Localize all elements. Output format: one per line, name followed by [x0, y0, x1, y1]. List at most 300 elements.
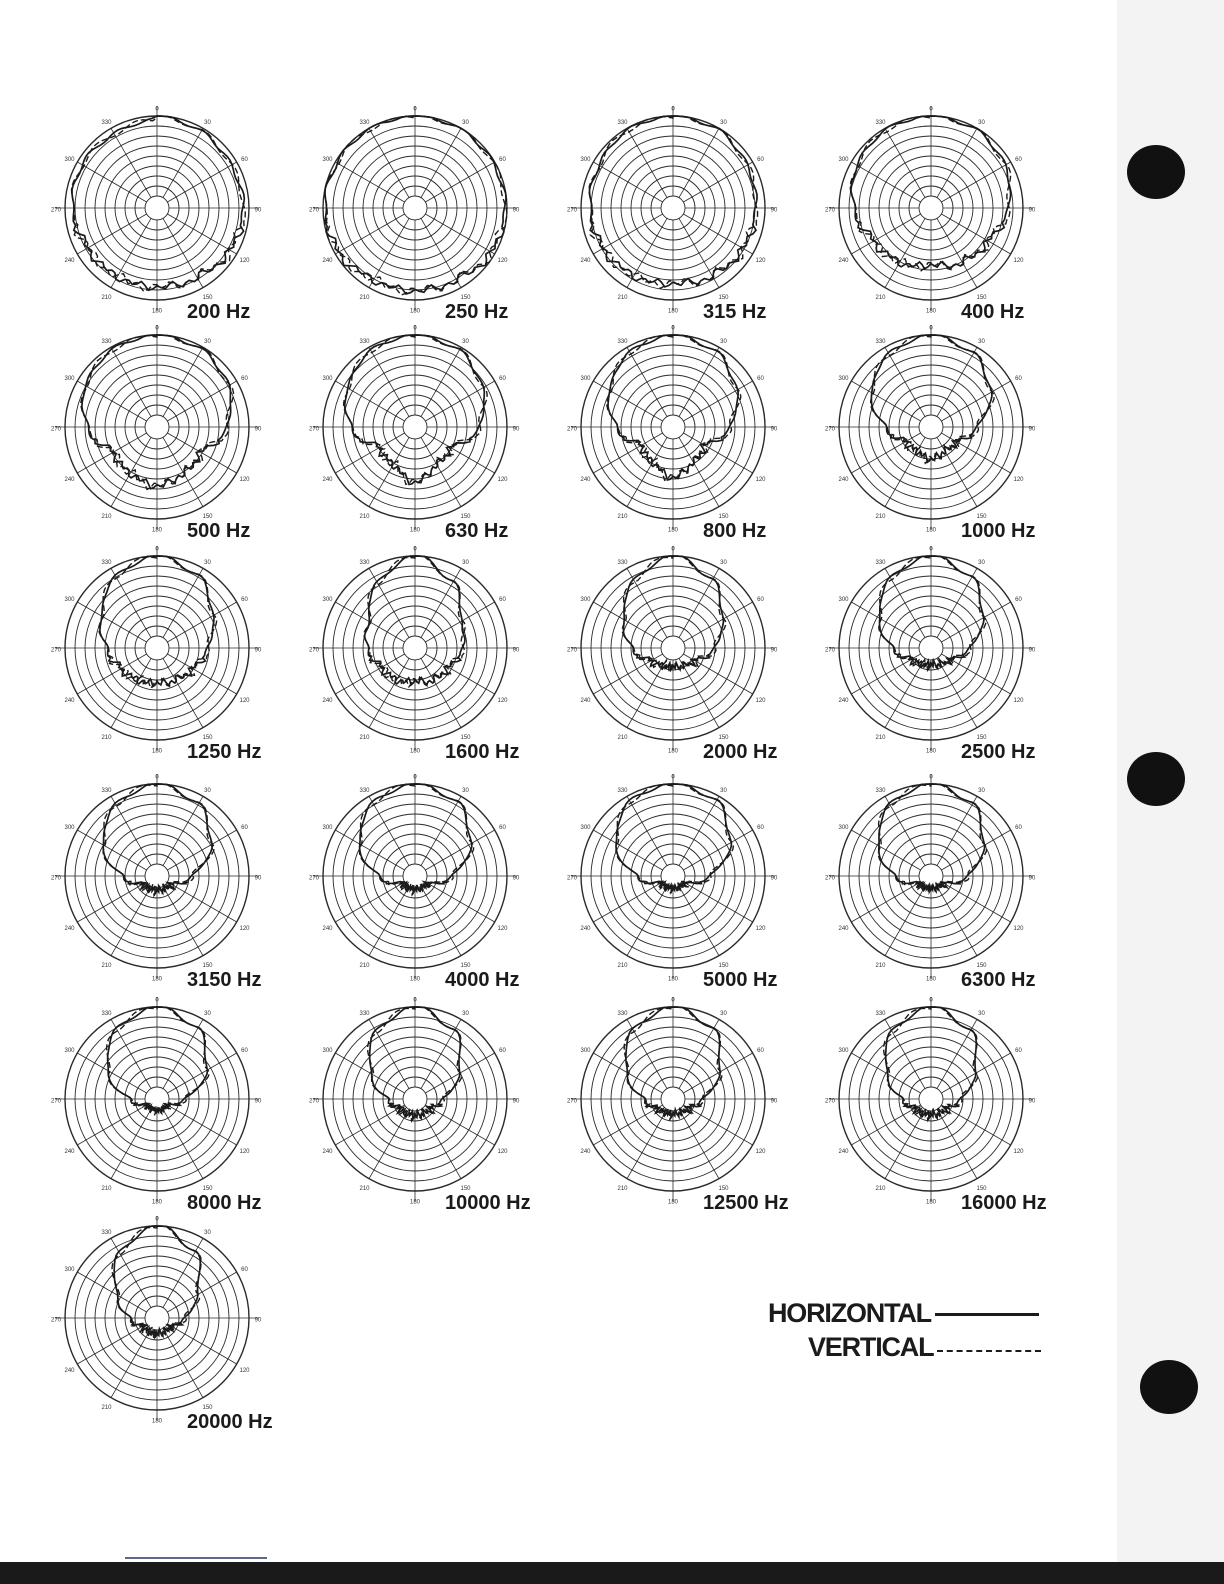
angle-tick-label: 300 — [580, 825, 591, 832]
angle-tick-label: 240 — [580, 698, 591, 705]
angle-tick-label: 90 — [770, 426, 778, 433]
frequency-label: 250 Hz — [445, 301, 509, 323]
angle-tick-label: 60 — [241, 157, 248, 164]
angle-tick-label: 270 — [50, 207, 62, 214]
polar-spoke — [851, 214, 920, 254]
angle-tick-label: 210 — [617, 514, 628, 521]
polar-spoke — [627, 218, 667, 287]
angle-tick-label: 60 — [757, 376, 764, 383]
polar-spoke — [369, 128, 409, 197]
angle-tick-label: 30 — [204, 1011, 211, 1018]
angle-tick-label: 150 — [460, 1186, 471, 1193]
frequency-label: 1250 Hz — [187, 741, 262, 763]
angle-tick-label: 180 — [667, 748, 679, 755]
angle-tick-label: 240 — [838, 258, 849, 265]
angle-tick-label: 270 — [50, 426, 62, 433]
angle-tick-label: 300 — [580, 157, 591, 164]
angle-tick-label: 150 — [202, 514, 213, 521]
angle-tick-label: 210 — [875, 963, 886, 970]
polar-spoke — [679, 886, 719, 955]
angle-tick-label: 330 — [101, 560, 112, 567]
angle-tick-label: 330 — [359, 120, 370, 127]
polar-plot — [567, 325, 778, 542]
polar-spoke — [885, 568, 925, 637]
angle-tick-label: 90 — [254, 1317, 262, 1324]
polar-spoke — [167, 433, 236, 473]
angle-tick-label: 90 — [1028, 426, 1036, 433]
angle-tick-label: 30 — [720, 1011, 727, 1018]
angle-tick-label: 0 — [671, 546, 675, 553]
angle-tick-label: 210 — [617, 963, 628, 970]
angle-tick-label: 240 — [580, 1149, 591, 1156]
frequency-label: 315 Hz — [703, 301, 767, 323]
angle-tick-label: 0 — [155, 106, 159, 113]
angle-tick-label: 30 — [204, 560, 211, 567]
polar-plot — [825, 106, 1036, 323]
angle-tick-label: 180 — [151, 308, 163, 315]
angle-tick-label: 150 — [976, 1186, 987, 1193]
angle-tick-label: 210 — [101, 514, 112, 521]
angle-tick-label: 300 — [64, 157, 75, 164]
polar-spoke — [369, 568, 409, 637]
polar-spoke — [683, 882, 752, 922]
angle-tick-label: 210 — [101, 1186, 112, 1193]
angle-tick-label: 270 — [308, 647, 320, 654]
polar-spoke — [421, 128, 461, 197]
angle-tick-label: 60 — [1015, 157, 1022, 164]
angle-tick-label: 300 — [838, 376, 849, 383]
angle-tick-label: 120 — [239, 258, 250, 265]
polar-spoke — [77, 1272, 146, 1312]
polar-spoke — [885, 658, 925, 727]
polar-spoke — [77, 654, 146, 694]
angle-tick-label: 270 — [566, 647, 578, 654]
angle-tick-label: 330 — [101, 788, 112, 795]
angle-tick-label: 240 — [580, 258, 591, 265]
polar-spoke — [335, 1105, 404, 1145]
angle-tick-label: 120 — [497, 1149, 508, 1156]
angle-tick-label: 270 — [566, 426, 578, 433]
angle-tick-label: 60 — [241, 597, 248, 604]
angle-tick-label: 30 — [720, 120, 727, 127]
angle-tick-label: 210 — [101, 295, 112, 302]
polar-spoke — [593, 602, 662, 642]
angle-tick-label: 120 — [239, 1149, 250, 1156]
angle-tick-label: 90 — [254, 1098, 262, 1105]
polar-spoke — [937, 658, 977, 727]
angle-tick-label: 120 — [239, 926, 250, 933]
angle-tick-label: 30 — [978, 120, 985, 127]
angle-tick-label: 150 — [718, 295, 729, 302]
polar-spoke — [421, 568, 461, 637]
angle-tick-label: 270 — [824, 1098, 836, 1105]
polar-spoke — [167, 1324, 236, 1364]
angle-tick-label: 120 — [755, 1149, 766, 1156]
angle-tick-label: 330 — [101, 1011, 112, 1018]
polar-spoke — [111, 128, 151, 197]
polar-spoke — [77, 830, 146, 870]
angle-tick-label: 0 — [413, 325, 417, 332]
angle-tick-label: 240 — [322, 926, 333, 933]
angle-tick-label: 330 — [359, 560, 370, 567]
polar-center — [403, 196, 427, 220]
polar-spoke — [111, 1019, 151, 1088]
angle-tick-label: 330 — [875, 120, 886, 127]
polar-spoke — [593, 162, 662, 202]
angle-tick-label: 210 — [617, 1186, 628, 1193]
polar-spoke — [421, 218, 461, 287]
angle-tick-label: 60 — [499, 1048, 506, 1055]
polar-spoke — [627, 128, 667, 197]
angle-tick-label: 150 — [202, 735, 213, 742]
angle-tick-label: 300 — [322, 157, 333, 164]
polar-spoke — [163, 886, 203, 955]
angle-tick-label: 210 — [617, 295, 628, 302]
polar-center — [145, 415, 169, 439]
polar-spoke — [851, 433, 920, 473]
angle-tick-label: 210 — [101, 1405, 112, 1412]
polar-spoke — [885, 128, 925, 197]
angle-tick-label: 150 — [976, 735, 987, 742]
angle-tick-label: 270 — [566, 207, 578, 214]
polar-spoke — [111, 886, 151, 955]
angle-tick-label: 120 — [497, 698, 508, 705]
legend-solid-line-icon — [935, 1313, 1039, 1316]
angle-tick-label: 30 — [204, 788, 211, 795]
angle-tick-label: 210 — [875, 295, 886, 302]
angle-tick-label: 90 — [254, 426, 262, 433]
angle-tick-label: 330 — [617, 339, 628, 346]
angle-tick-label: 0 — [929, 325, 933, 332]
polar-center — [145, 636, 169, 660]
polar-spoke — [851, 882, 920, 922]
polar-spoke — [425, 830, 494, 870]
angle-tick-label: 0 — [671, 325, 675, 332]
frequency-label: 630 Hz — [445, 520, 509, 542]
polar-spoke — [679, 128, 719, 197]
polar-spoke — [937, 128, 977, 197]
polar-spoke — [627, 1109, 667, 1178]
polar-spoke — [683, 1105, 752, 1145]
polar-plot — [51, 106, 262, 323]
angle-tick-label: 150 — [460, 963, 471, 970]
polar-spoke — [627, 347, 667, 416]
angle-tick-label: 0 — [155, 325, 159, 332]
polar-spoke — [851, 830, 920, 870]
angle-tick-label: 240 — [64, 1368, 75, 1375]
angle-tick-label: 60 — [241, 825, 248, 832]
polar-plot — [567, 546, 778, 763]
angle-tick-label: 270 — [50, 1317, 62, 1324]
angle-tick-label: 150 — [202, 1186, 213, 1193]
angle-tick-label: 240 — [838, 926, 849, 933]
angle-tick-label: 120 — [497, 477, 508, 484]
polar-center — [403, 1087, 427, 1111]
frequency-label: 400 Hz — [961, 301, 1025, 323]
angle-tick-label: 300 — [64, 376, 75, 383]
polar-spoke — [421, 886, 461, 955]
angle-tick-label: 240 — [580, 477, 591, 484]
angle-tick-label: 0 — [929, 106, 933, 113]
polar-spoke — [163, 1019, 203, 1088]
polar-spoke — [369, 658, 409, 727]
polar-plot — [825, 997, 1047, 1214]
angle-tick-label: 0 — [929, 546, 933, 553]
angle-tick-label: 90 — [1028, 647, 1036, 654]
angle-tick-label: 240 — [64, 926, 75, 933]
angle-tick-label: 30 — [462, 1011, 469, 1018]
polar-spoke — [937, 796, 977, 865]
polar-spoke — [163, 1109, 203, 1178]
polar-spoke — [627, 796, 667, 865]
angle-tick-label: 0 — [155, 774, 159, 781]
angle-tick-label: 180 — [925, 527, 937, 534]
angle-tick-label: 330 — [359, 339, 370, 346]
angle-tick-label: 120 — [239, 698, 250, 705]
angle-tick-label: 90 — [512, 875, 520, 882]
polar-plot — [309, 325, 520, 542]
polar-spoke — [111, 437, 151, 506]
polar-spoke — [683, 162, 752, 202]
angle-tick-label: 330 — [875, 339, 886, 346]
angle-tick-label: 270 — [50, 875, 62, 882]
polar-spoke — [421, 1109, 461, 1178]
angle-tick-label: 60 — [1015, 597, 1022, 604]
polar-spoke — [421, 347, 461, 416]
angle-tick-label: 210 — [101, 963, 112, 970]
angle-tick-label: 210 — [359, 1186, 370, 1193]
angle-tick-label: 60 — [499, 376, 506, 383]
horizontal-response-line — [871, 335, 992, 462]
angle-tick-label: 120 — [1013, 477, 1024, 484]
angle-tick-label: 30 — [978, 788, 985, 795]
polar-plot — [309, 997, 531, 1214]
polar-spoke — [941, 882, 1010, 922]
angle-tick-label: 150 — [718, 735, 729, 742]
angle-tick-label: 330 — [617, 1011, 628, 1018]
angle-tick-label: 90 — [512, 207, 520, 214]
angle-tick-label: 270 — [50, 1098, 62, 1105]
angle-tick-label: 180 — [409, 976, 421, 983]
angle-tick-label: 0 — [413, 106, 417, 113]
angle-tick-label: 30 — [978, 1011, 985, 1018]
angle-tick-label: 240 — [838, 698, 849, 705]
frequency-label: 2500 Hz — [961, 741, 1036, 763]
legend-horizontal-label: HORIZONTAL — [768, 1298, 931, 1328]
angle-tick-label: 150 — [976, 295, 987, 302]
angle-tick-label: 90 — [512, 1098, 520, 1105]
polar-center — [661, 196, 685, 220]
polar-plot — [567, 997, 789, 1214]
angle-tick-label: 150 — [718, 514, 729, 521]
angle-tick-label: 60 — [499, 825, 506, 832]
polar-center — [661, 415, 685, 439]
angle-tick-label: 210 — [359, 295, 370, 302]
polar-spoke — [941, 214, 1010, 254]
angle-tick-label: 90 — [770, 207, 778, 214]
angle-tick-label: 0 — [413, 546, 417, 553]
polar-plot — [309, 546, 520, 763]
angle-tick-label: 300 — [322, 1048, 333, 1055]
polar-spoke — [77, 1053, 146, 1093]
polar-spoke — [683, 433, 752, 473]
polar-spoke — [369, 218, 409, 287]
polar-spoke — [425, 1105, 494, 1145]
frequency-label: 2000 Hz — [703, 741, 778, 763]
polar-spoke — [111, 1109, 151, 1178]
angle-tick-label: 210 — [875, 1186, 886, 1193]
horizontal-response-line — [82, 335, 231, 489]
angle-tick-label: 270 — [824, 426, 836, 433]
angle-tick-label: 330 — [875, 788, 886, 795]
polar-spoke — [111, 658, 151, 727]
polar-spoke — [593, 433, 662, 473]
polar-spoke — [369, 347, 409, 416]
angle-tick-label: 90 — [254, 647, 262, 654]
angle-tick-label: 30 — [720, 560, 727, 567]
angle-tick-label: 210 — [875, 514, 886, 521]
angle-tick-label: 270 — [566, 1098, 578, 1105]
polar-spoke — [627, 1019, 667, 1088]
polar-spoke — [851, 162, 920, 202]
frequency-label: 10000 Hz — [445, 1192, 531, 1214]
polar-spoke — [421, 658, 461, 727]
angle-tick-label: 90 — [1028, 207, 1036, 214]
angle-tick-label: 0 — [413, 997, 417, 1004]
polar-spoke — [111, 218, 151, 287]
vertical-response-line — [607, 335, 741, 480]
angle-tick-label: 300 — [580, 1048, 591, 1055]
angle-tick-label: 0 — [671, 774, 675, 781]
angle-tick-label: 150 — [460, 514, 471, 521]
angle-tick-label: 60 — [757, 1048, 764, 1055]
angle-tick-label: 0 — [929, 774, 933, 781]
polar-spoke — [679, 1109, 719, 1178]
angle-tick-label: 30 — [204, 120, 211, 127]
polar-spoke — [335, 830, 404, 870]
frequency-label: 16000 Hz — [961, 1192, 1047, 1214]
angle-tick-label: 120 — [755, 698, 766, 705]
polar-spoke — [425, 162, 494, 202]
angle-tick-label: 120 — [755, 258, 766, 265]
angle-tick-label: 0 — [929, 997, 933, 1004]
angle-tick-label: 180 — [667, 308, 679, 315]
polar-spoke — [683, 830, 752, 870]
polar-spoke — [167, 1053, 236, 1093]
polar-spoke — [167, 654, 236, 694]
angle-tick-label: 270 — [824, 647, 836, 654]
polar-spoke — [421, 437, 461, 506]
angle-tick-label: 30 — [978, 339, 985, 346]
polar-center — [919, 1087, 943, 1111]
polar-center — [919, 415, 943, 439]
angle-tick-label: 270 — [824, 207, 836, 214]
polar-spoke — [77, 602, 146, 642]
polar-spoke — [937, 886, 977, 955]
angle-tick-label: 270 — [308, 207, 320, 214]
polar-spoke — [593, 1105, 662, 1145]
angle-tick-label: 90 — [770, 647, 778, 654]
angle-tick-label: 30 — [462, 120, 469, 127]
polar-spoke — [593, 882, 662, 922]
angle-tick-label: 60 — [757, 597, 764, 604]
angle-tick-label: 60 — [1015, 376, 1022, 383]
polar-spoke — [163, 218, 203, 287]
angle-tick-label: 240 — [64, 477, 75, 484]
polar-spoke — [679, 658, 719, 727]
polar-plot — [309, 106, 520, 323]
polar-spoke — [425, 214, 494, 254]
polar-spoke — [679, 1019, 719, 1088]
frequency-label: 1600 Hz — [445, 741, 520, 763]
angle-tick-label: 330 — [617, 120, 628, 127]
angle-tick-label: 30 — [204, 339, 211, 346]
angle-tick-label: 180 — [667, 527, 679, 534]
angle-tick-label: 120 — [1013, 926, 1024, 933]
polar-spoke — [167, 1105, 236, 1145]
angle-tick-label: 330 — [359, 1011, 370, 1018]
angle-tick-label: 300 — [64, 1048, 75, 1055]
angle-tick-label: 270 — [308, 1098, 320, 1105]
angle-tick-label: 60 — [757, 825, 764, 832]
angle-tick-label: 150 — [718, 963, 729, 970]
polar-plot — [567, 106, 778, 323]
frequency-label: 20000 Hz — [187, 1411, 273, 1433]
angle-tick-label: 300 — [64, 825, 75, 832]
angle-tick-label: 270 — [308, 875, 320, 882]
angle-tick-label: 210 — [359, 735, 370, 742]
frequency-label: 1000 Hz — [961, 520, 1036, 542]
polar-center — [145, 196, 169, 220]
polar-spoke — [163, 128, 203, 197]
angle-tick-label: 120 — [239, 477, 250, 484]
frequency-label: 6300 Hz — [961, 969, 1036, 991]
legend-vertical-label: VERTICAL — [808, 1332, 934, 1362]
frequency-label: 8000 Hz — [187, 1192, 262, 1214]
angle-tick-label: 90 — [254, 875, 262, 882]
angle-tick-label: 120 — [1013, 698, 1024, 705]
polar-spoke — [851, 602, 920, 642]
angle-tick-label: 330 — [875, 560, 886, 567]
angle-tick-label: 240 — [64, 698, 75, 705]
angle-tick-label: 120 — [497, 258, 508, 265]
frequency-label: 5000 Hz — [703, 969, 778, 991]
angle-tick-label: 180 — [409, 748, 421, 755]
angle-tick-label: 210 — [359, 963, 370, 970]
polar-spoke — [111, 347, 151, 416]
angle-tick-label: 210 — [875, 735, 886, 742]
angle-tick-label: 30 — [462, 560, 469, 567]
angle-tick-label: 30 — [204, 1230, 211, 1237]
polar-spoke — [77, 1105, 146, 1145]
angle-tick-label: 60 — [241, 376, 248, 383]
polar-spoke — [683, 381, 752, 421]
angle-tick-label: 330 — [101, 1230, 112, 1237]
angle-tick-label: 30 — [978, 560, 985, 567]
angle-tick-label: 120 — [497, 926, 508, 933]
angle-tick-label: 150 — [202, 295, 213, 302]
angle-tick-label: 180 — [925, 308, 937, 315]
angle-tick-label: 300 — [64, 597, 75, 604]
angle-tick-label: 60 — [241, 1267, 248, 1274]
angle-tick-label: 240 — [580, 926, 591, 933]
angle-tick-label: 90 — [770, 1098, 778, 1105]
angle-tick-label: 330 — [875, 1011, 886, 1018]
angle-tick-label: 120 — [1013, 1149, 1024, 1156]
angle-tick-label: 30 — [462, 339, 469, 346]
angle-tick-label: 60 — [499, 597, 506, 604]
polar-spoke — [885, 218, 925, 287]
